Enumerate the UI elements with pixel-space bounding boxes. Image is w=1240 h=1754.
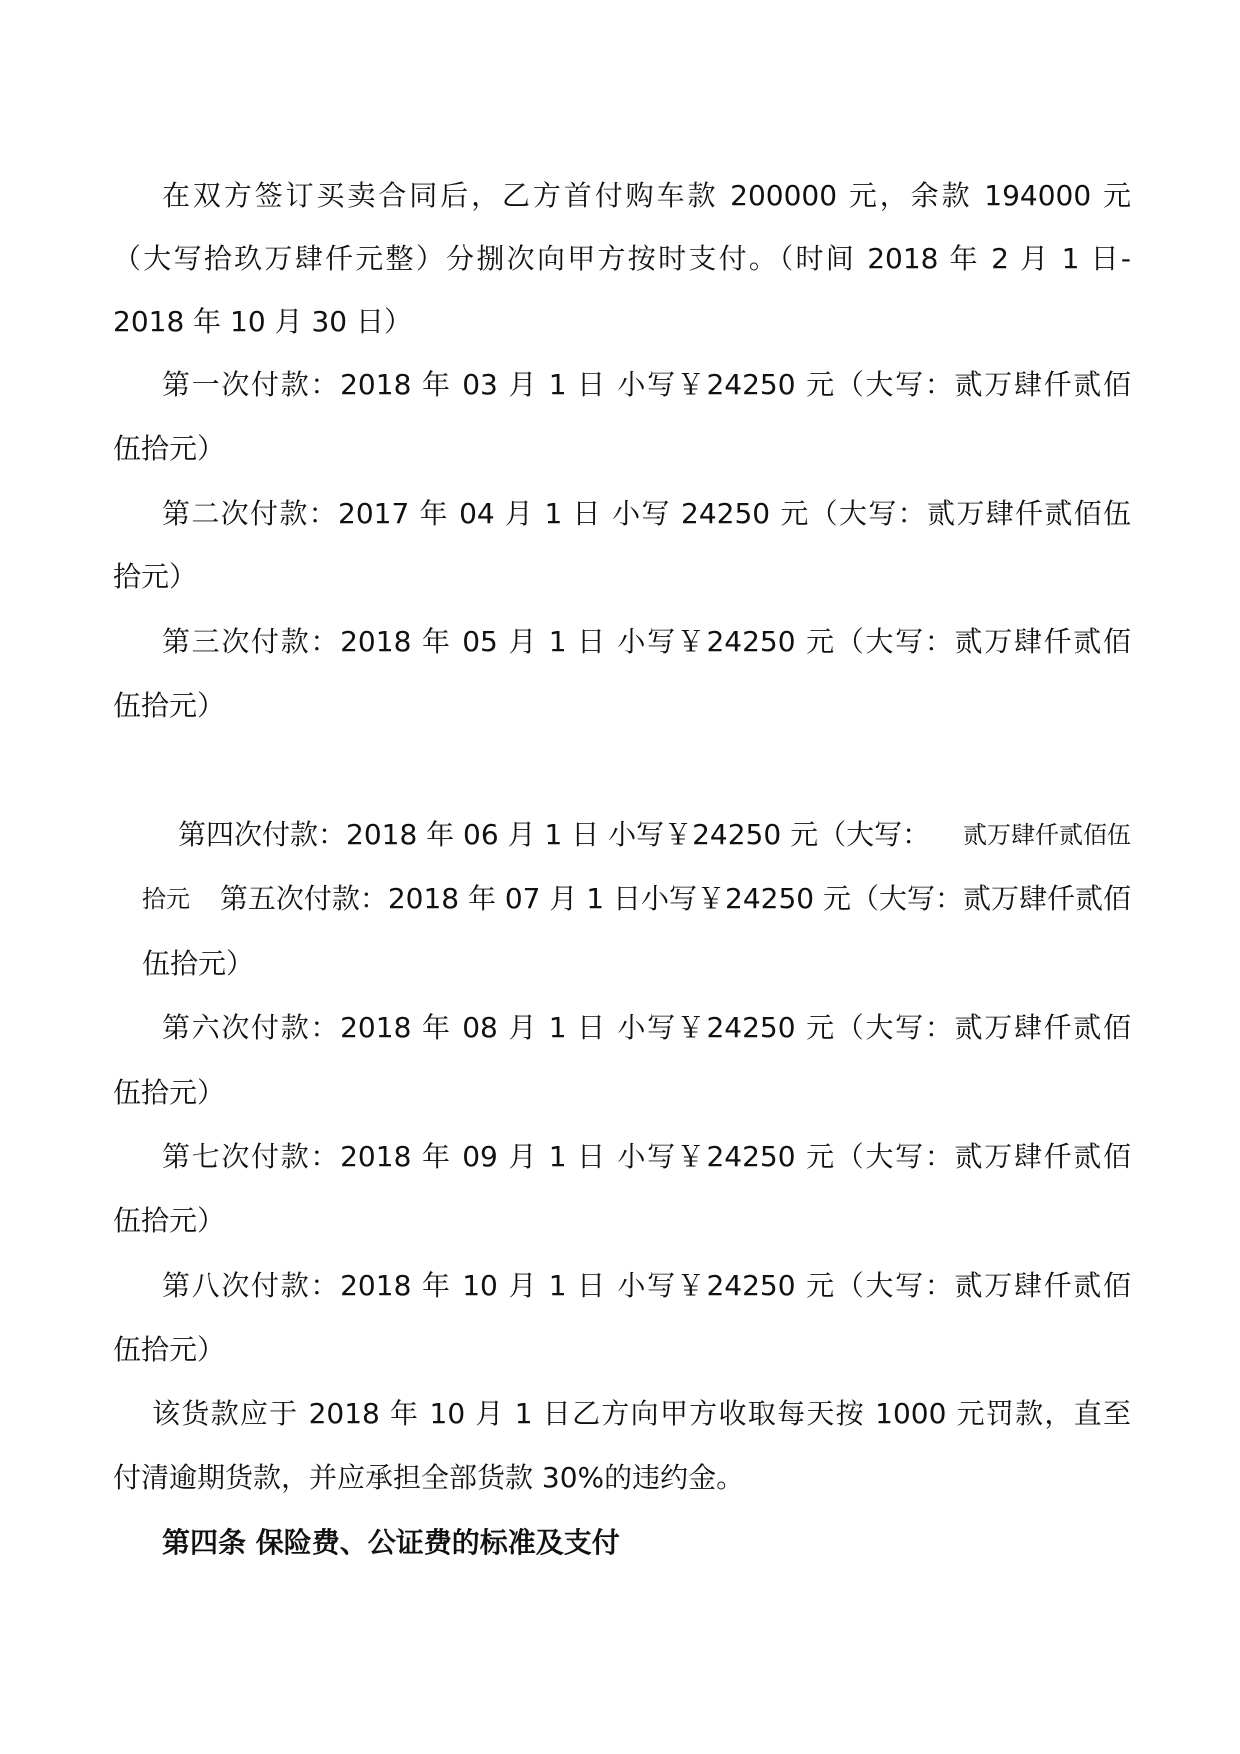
payment-8-line-1: 第八次付款：2018 年 10 月 1 日 小写￥24250 元（大写：贰万肆仟贰佰 xyxy=(162,1269,1131,1302)
payment-4-amount-words: 贰万肆仟贰佰伍 xyxy=(963,821,1131,849)
payment-7-line-2: 伍拾元） xyxy=(113,1204,226,1237)
intro-line-1: 在双方签订买卖合同后，乙方首付购车款 200000 元，余款 194000 元 xyxy=(162,179,1131,212)
penalty-line-2: 付清逾期货款，并应承担全部货款 30%的违约金。 xyxy=(113,1461,745,1494)
payment-5-line-2: 伍拾元） xyxy=(142,947,255,980)
payment-2-line-1: 第二次付款：2017 年 04 月 1 日 小写 24250 元（大写：贰万肆仟贰佰伍 xyxy=(162,497,1131,530)
payment-4-text: 第四次付款：2018 年 06 月 1 日 小写￥24250 元（大写： xyxy=(178,818,931,851)
payment-3-line-2: 伍拾元） xyxy=(113,689,226,722)
payment-7-line-1: 第七次付款：2018 年 09 月 1 日 小写￥24250 元（大写：贰万肆仟贰佰 xyxy=(162,1140,1131,1173)
payment-4-continuation: 拾元 xyxy=(142,885,190,913)
payment-1-line-1: 第一次付款：2018 年 03 月 1 日 小写￥24250 元（大写：贰万肆仟贰佰 xyxy=(162,368,1131,401)
payment-6-line-1: 第六次付款：2018 年 08 月 1 日 小写￥24250 元（大写：贰万肆仟贰佰 xyxy=(162,1011,1131,1044)
intro-line-3: 2018 年 10 月 30 日） xyxy=(113,305,413,338)
payment-2-line-2: 拾元） xyxy=(113,560,198,593)
payment-5-text: 第五次付款：2018 年 07 月 1 日小写￥24250 元（大写：贰万肆仟贰佰 xyxy=(219,882,1131,915)
payment-3-line-1: 第三次付款：2018 年 05 月 1 日 小写￥24250 元（大写：贰万肆仟贰佰 xyxy=(162,625,1131,658)
payment-8-line-2: 伍拾元） xyxy=(113,1333,226,1366)
payment-4-line-1 xyxy=(178,815,1131,855)
payment-5-line-1 xyxy=(142,879,1131,919)
intro-line-2: （大写拾玖万肆仟元整）分捌次向甲方按时支付。（时间 2018 年 2 月 1 日- xyxy=(113,242,1131,275)
penalty-line-1: 该货款应于 2018 年 10 月 1 日乙方向甲方收取每天按 1000 元罚款，直至 xyxy=(152,1397,1131,1430)
section-heading: 第四条 保险费、公证费的标准及支付 xyxy=(162,1526,620,1559)
payment-1-line-2: 伍拾元） xyxy=(113,432,226,465)
payment-6-line-2: 伍拾元） xyxy=(113,1076,226,1109)
